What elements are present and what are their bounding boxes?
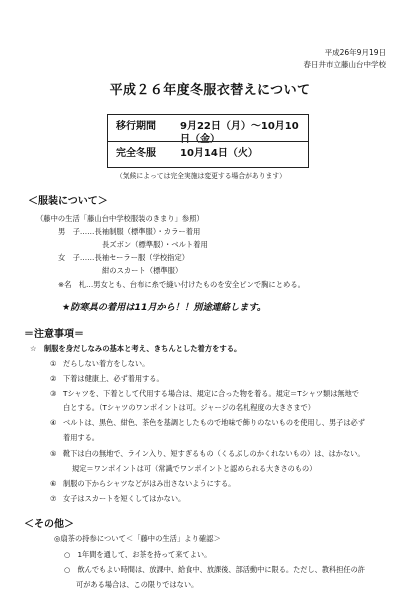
caution-item-continued <box>72 464 316 473</box>
caution-item <box>50 418 365 427</box>
caution-number: ⑤ <box>50 449 57 458</box>
boys-line-1: 男 子……長袖制服（標準服）・カラー着用 <box>58 227 201 236</box>
uniform-reference: （藤中の生活「藤山台中学校服装のきまり」参照） <box>36 214 204 223</box>
schedule-note: （気候によっては完全実施は変更する場合があります） <box>116 172 286 180</box>
caution-number: ③ <box>50 389 57 398</box>
caution-item-continued <box>50 403 315 412</box>
caution-item-continued <box>50 433 99 442</box>
caution-text: 下着は健康上、必ず着用する。 <box>63 374 164 383</box>
caution-item <box>50 449 365 458</box>
schedule-box <box>107 114 309 168</box>
issue-date: 平成26年9月19日 <box>324 48 386 57</box>
caution-item <box>50 479 235 488</box>
uniform-heading: ＜服装について＞ <box>28 196 108 207</box>
other-item: ○ 飲んでもよい時間は、放課中、給食中、放課後、部活動中に限る。ただし、教科担任の許 <box>64 565 365 574</box>
transition-value: 9月22日（月）～10月10日（金） <box>180 121 299 145</box>
caution-text: 女子はスカートを短くしてはかない。 <box>63 494 186 503</box>
caution-number: ⑥ <box>50 479 57 488</box>
full-winter-value: 10月14日（火） <box>180 148 258 159</box>
other-heading: ＜その他＞ <box>24 519 74 530</box>
caution-item <box>50 374 164 383</box>
cold-gear-notice: ★防寒具の着用は11月から！！別途連絡します。 <box>62 302 267 313</box>
name-tag-rule: ※名 札…男女とも、台布に糸で縫い付けたものを安全ピンで胸にとめる。 <box>58 280 305 289</box>
caution-text: 白とする。（Tシャツのワンポイントは可。ジャージの名札程度の大きさまで） <box>63 403 315 412</box>
caution-text: 規定＝ワンポイントは可（常識でワンポイントと認められる大きさのもの） <box>72 464 317 473</box>
transition-label: 移行期間 <box>116 121 156 132</box>
cautions-heading: ＝注意事項＝ <box>24 329 84 340</box>
full-winter-label: 完全冬服 <box>116 148 156 159</box>
school-name: 春日井市立藤山台中学校 <box>303 60 386 69</box>
caution-text: ベルトは、黒色、紺色、茶色を基調としたもので地味で飾りのないものを使用し、男子は必ず <box>63 418 365 427</box>
page-title: 平成２６年度冬服衣替えについて <box>109 83 311 98</box>
caution-text: 着用する。 <box>63 433 99 442</box>
caution-item <box>50 494 185 503</box>
caution-text: 制服の下からシャツなどがはみ出さないようにする。 <box>63 479 236 488</box>
caution-number: ① <box>50 359 57 368</box>
other-item-continued: 可がある場合は、この限りではない。 <box>76 580 199 589</box>
transition-row <box>108 115 308 145</box>
boys-line-2: 長ズボン（標準服）・ベルト着用 <box>102 240 208 249</box>
other-item: ○ 1年間を通して、お茶を持って来てよい。 <box>64 550 212 559</box>
caution-item <box>50 359 149 368</box>
full-winter-row <box>108 141 308 168</box>
caution-item <box>50 389 359 398</box>
caution-number: ④ <box>50 418 57 427</box>
girls-line-1: 女 子……長袖セーラー服（学校指定） <box>58 253 190 262</box>
other-lead: ◎扇茶の持参について＜「藤中の生活」より確認＞ <box>54 534 221 543</box>
caution-text: だらしない着方をしない。 <box>63 359 150 368</box>
cautions-lead: ☆ 制服を身だしなみの基本と考え、きちんとした着方をする。 <box>30 344 242 353</box>
girls-line-2: 紺のスカート（標準服） <box>102 266 183 275</box>
caution-number: ② <box>50 374 57 383</box>
caution-number: ⑦ <box>50 494 57 503</box>
caution-text: Tシャツを、下着として代用する場合は、規定に合った物を着る。規定＝Tシャツ類は無地で <box>63 389 359 398</box>
caution-text: 靴下は白の無地で、ライン入り、短すぎるもの（くるぶしのかくれないもの）は、はかない。 <box>63 449 365 458</box>
